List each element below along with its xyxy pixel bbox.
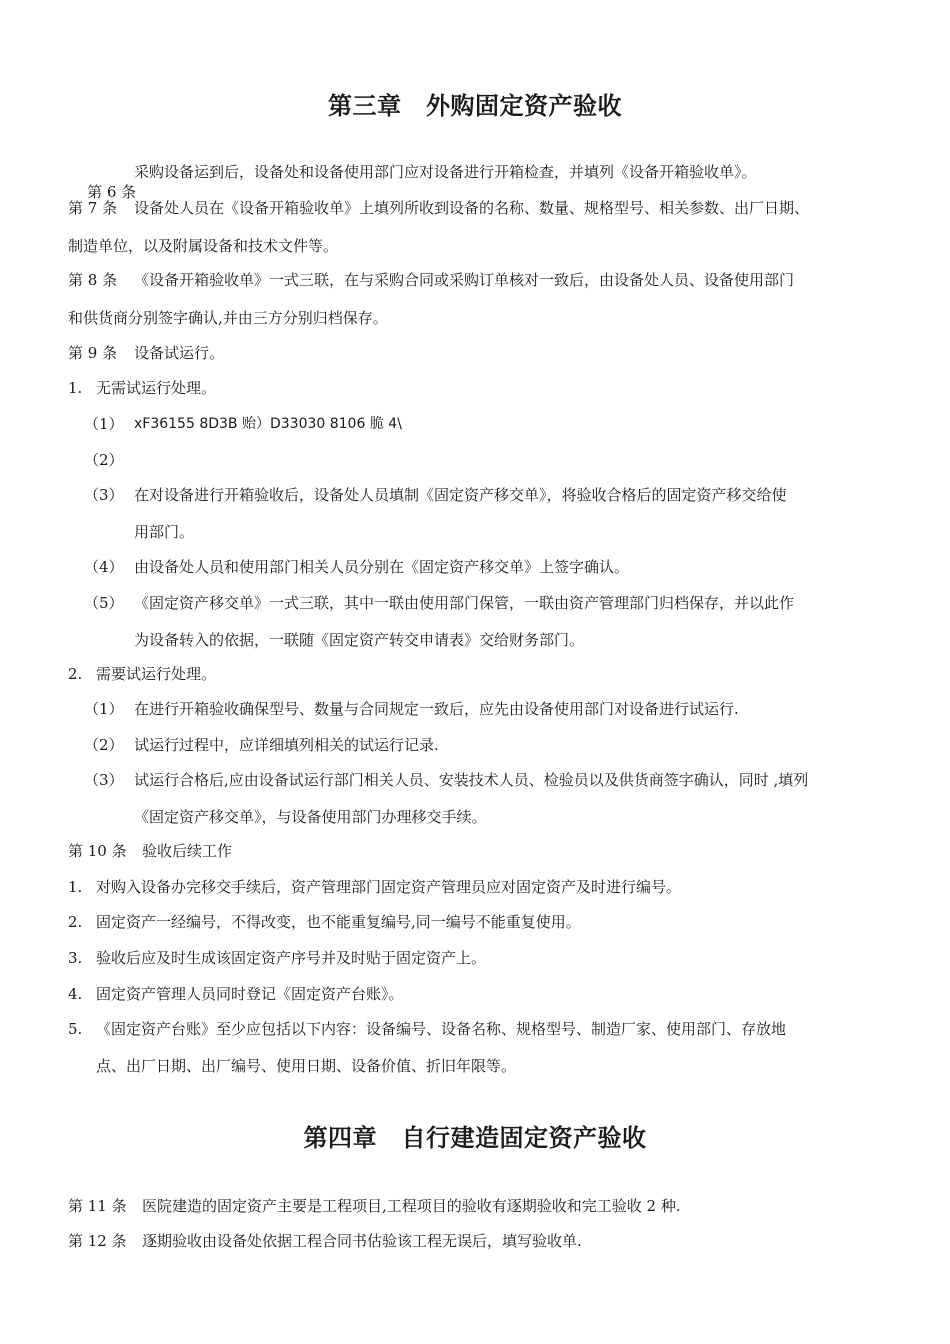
sub-item-number: （3） [84,771,124,789]
article-9-text: 设备试运行。 [134,344,225,362]
article-8-text-line-1: 《设备开箱验收单》一式三联，在与采购合同或采购订单核对一致后，由设备处人员、设备使用部门 [134,271,795,289]
list-item-number: 4. [68,985,83,1003]
list-item-number: 1. [68,379,83,397]
sub-item-text-line-1: 《固定资产移交单》一式三联，其中一联由使用部门保管，一联由资产管理部门归档保存，并以此作 [134,594,795,612]
article-11-text: 医院建造的固定资产主要是工程项目,工程项目的验收有逐期验收和完工验收 2 种. [142,1197,681,1215]
sub-item-text-line-2: 为设备转入的依据，一联随《固定资产转交申请表》交给财务部门。 [134,631,585,649]
chapter-4-title: 第四章 自行建造固定资产验收 [303,1124,647,1152]
article-12-label: 第 12 条 [68,1232,127,1250]
list-item-number: 1. [68,878,83,896]
list-item-number: 5. [68,1020,83,1038]
sub-item-text: xF36155 8D3B 贻）D33030 8106 脆 4\ [134,416,402,432]
sub-item-text-line-1: 试运行合格后,应由设备试运行部门相关人员、安装技术人员、检验员以及供货商签字确认，同时 ,填列 [134,771,809,789]
sub-item-text-line-2: 《固定资产移交单》，与设备使用部门办理移交手续。 [134,808,487,826]
article-11-label: 第 11 条 [68,1197,127,1215]
article-10-label: 第 10 条 [68,842,127,860]
list-item-text: 无需试运行处理。 [96,379,217,397]
sub-item-number: （3） [84,486,124,504]
article-6-label: 第 6 条 [87,183,137,201]
article-10-text: 验收后续工作 [142,842,233,860]
article-6-text: 采购设备运到后，设备处和设备使用部门应对设备进行开箱检查，并填列《设备开箱验收单》。 [134,163,757,181]
list-item-text-line-1: 《固定资产台账》至少应包括以下内容：设备编号、设备名称、规格型号、制造厂家、使用部门、存放地 [96,1020,787,1038]
article-7-text-line-1: 设备处人员在《设备开箱验收单》上填列所收到设备的名称、数量、规格型号、相关参数、出厂日期、 [134,199,810,217]
sub-item-number: （2） [84,451,124,469]
sub-item-text: 在进行开箱验收确保型号、数量与合同规定一致后，应先由设备使用部门对设备进行试运行. [134,700,739,718]
sub-item-text-line-2: 用部门。 [134,523,195,541]
sub-item-number: （4） [84,558,124,576]
sub-item-number: （5） [84,594,124,612]
list-item-number: 2. [68,665,83,683]
sub-item-text: 试运行过程中，应详细填列相关的试运行记录. [134,736,439,754]
list-item-number: 2. [68,913,83,931]
sub-item-text: 由设备处人员和使用部门相关人员分别在《固定资产移交单》上签字确认。 [134,558,630,576]
list-item-text: 验收后应及时生成该固定资产序号并及时贴于固定资产上。 [96,949,487,967]
sub-item-text-line-1: 在对设备进行开箱验收后，设备处人员填制《固定资产移交单》，将验收合格后的固定资产移交给使 [134,486,787,504]
sub-item-number: （1） [84,415,124,433]
sub-item-number: （1） [84,700,124,718]
list-item-text: 需要试运行处理。 [96,665,217,683]
article-7-label: 第 7 条 [68,199,118,217]
list-item-number: 3. [68,949,83,967]
chapter-3-title: 第三章 外购固定资产验收 [328,92,622,120]
list-item-text: 固定资产管理人员同时登记《固定资产台账》。 [96,985,404,1003]
article-12-text: 逐期验收由设备处依据工程合同书估验该工程无误后，填写验收单. [142,1232,582,1250]
list-item-text-line-2: 点、出厂日期、出厂编号、使用日期、设备价值、折旧年限等。 [96,1057,517,1075]
article-7-text-line-2: 制造单位，以及附属设备和技术文件等。 [68,237,339,255]
article-8-text-line-2: 和供货商分别签字确认,并由三方分别归档保存。 [68,309,388,327]
sub-item-number: （2） [84,736,124,754]
article-9-label: 第 9 条 [68,344,118,362]
list-item-text: 对购入设备办完移交手续后，资产管理部门固定资产管理员应对固定资产及时进行编号。 [96,878,682,896]
list-item-text: 固定资产一经编号，不得改变，也不能重复编号,同一编号不能重复使用。 [96,913,581,931]
article-8-label: 第 8 条 [68,271,118,289]
